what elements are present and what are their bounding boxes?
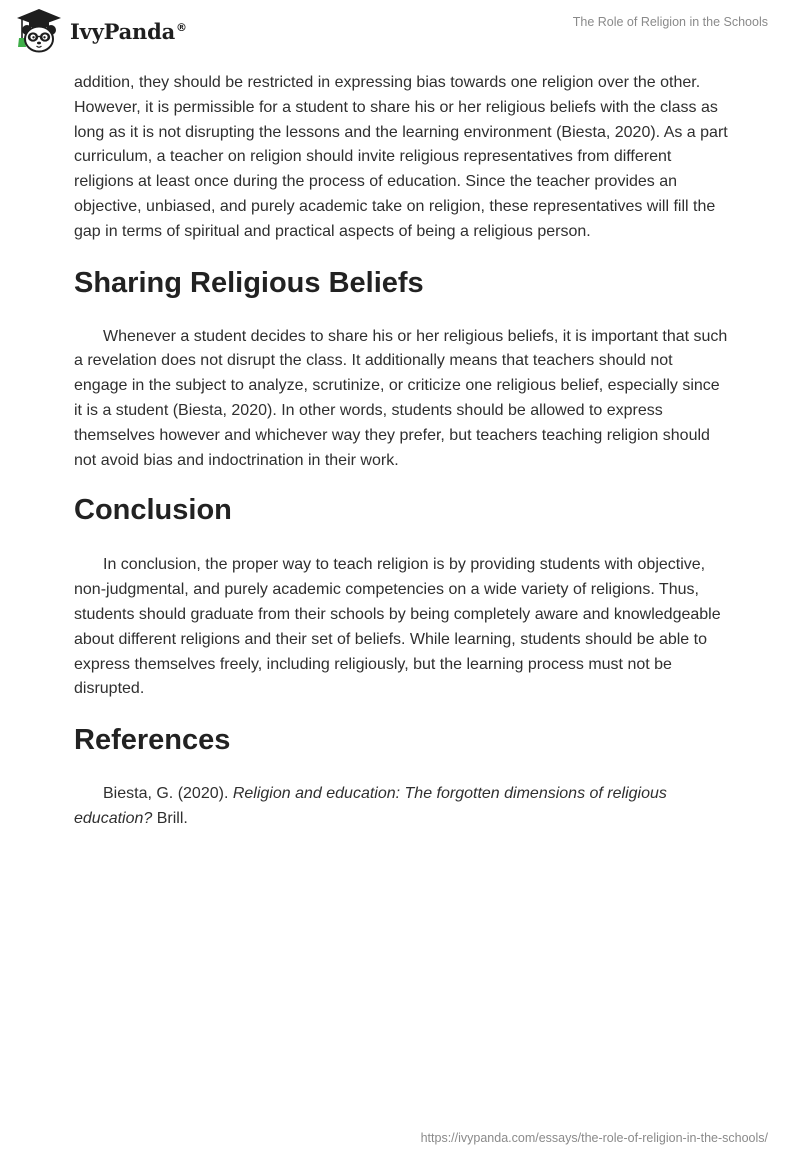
document-title: The Role of Religion in the Schools	[572, 15, 768, 29]
logo-wordmark	[70, 19, 187, 44]
section-heading-references: References	[74, 724, 231, 757]
reference-author-year: Biesta, G. (2020).	[103, 785, 233, 803]
reference-title: Religion and education: The forgotten dimensions of religious education?	[74, 785, 667, 827]
conclusion-paragraph: In conclusion, the proper way to teach religion is by providing students with objective, non-judgmental, and purely academic competencies on a wide variety of religions. Thus, students should graduate from their schools by being completely aware and knowledgeable about different religions and their set of beliefs. While learning, students should be able to express themselves freely, including religiously, but the learning process must not be disrupted.	[74, 556, 721, 698]
section-heading-conclusion: Conclusion	[74, 494, 232, 527]
essay-content	[74, 71, 730, 832]
logo-text: IvyPanda	[70, 18, 176, 44]
ivypanda-logo[interactable]	[14, 8, 187, 54]
reference-entry	[74, 782, 730, 832]
sharing-paragraph: Whenever a student decides to share his or her religious beliefs, it is important that such a revelation does not disrupt the class. It additionally means that teachers should not engage in the subject to analyze, scrutinize, or criticize one religious belief, especially since it is a student (Biesta, 2020). In other words, students should be allowed to express themselves however and whichever way they prefer, but teachers teaching religion should not avoid bias and indoctrination in their work.	[74, 327, 728, 469]
panda-graduate-icon	[14, 8, 64, 54]
footer-url[interactable]: https://ivypanda.com/essays/the-role-of-religion-in-the-schools/	[420, 1131, 768, 1145]
registered-mark: ®	[176, 20, 187, 34]
section-heading-sharing: Sharing Religious Beliefs	[74, 266, 424, 299]
page-header	[0, 0, 800, 70]
reference-publisher: Brill.	[152, 809, 188, 827]
intro-paragraph: addition, they should be restricted in expressing bias towards one religion over the other. However, it is permissible for a student to share his or her religious beliefs with the class as long as it is not disrupting the lessons and the learning environment (Biesta, 2020). As a part curriculum, a teacher on religion should invite religious representatives from different religions at least once during the process of education. Since the teacher provides an objective, unbiased, and purely academic take on religion, these representatives will fill the gap in terms of spiritual and practical aspects of being a religious person.	[74, 74, 728, 240]
